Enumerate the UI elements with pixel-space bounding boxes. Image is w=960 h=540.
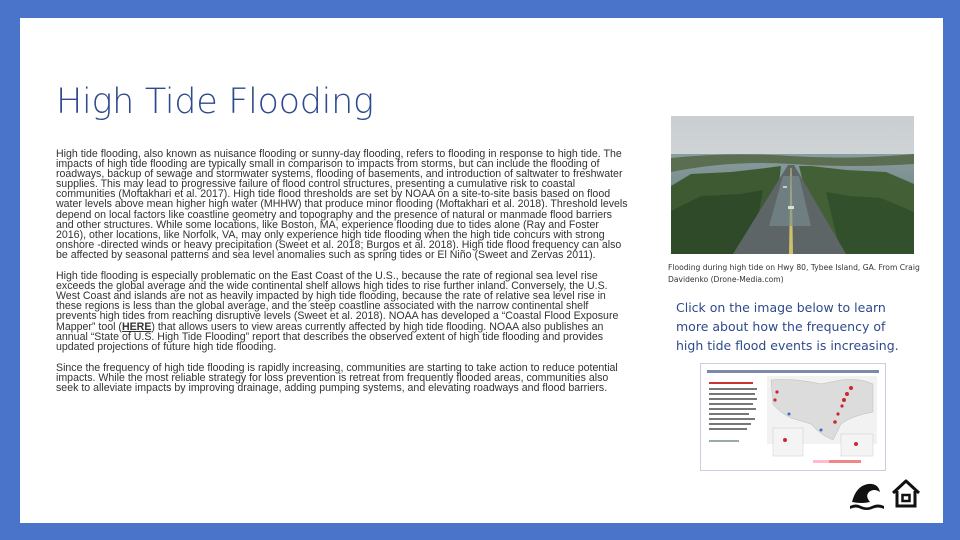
flood-photo	[671, 116, 914, 254]
here-link[interactable]: HERE	[121, 320, 152, 333]
wave-icon	[850, 476, 884, 514]
paragraph-3: Since the frequency of high tide flooding is rapidly increasing, communities are starting to take action to reduce potential impacts. While the most reliable strategy for loss prevention is retreat from frequently flooded areas, communities also seek to alleviate impacts by improving drainage, adding pumping systems, and elevating roadways and flood barriers.	[56, 361, 618, 394]
slide	[20, 18, 943, 523]
photo-caption: Flooding during high tide on Hwy 80, Tybee Island, GA. From Craig Davidenko (Drone-Media.com)	[668, 263, 920, 284]
click-prompt: Click on the image below to learn more about how the frequency of high tide flood events is increasing.	[676, 300, 899, 353]
icon-row	[850, 476, 923, 512]
high-tide-frequency-image-link[interactable]	[700, 363, 886, 471]
paragraph-2: High tide flooding is especially problematic on the East Coast of the U.S., because the rate of regional sea level rise exceeds the global average and the wide continental shelf allows high tides to rise further inland. Conversely, the U.S. West Coast and islands are not as heavily impacted by high tide flooding, because the rate of relative sea level rise in these regions is less than the global average, and the steep coastline associated with the narrow continental shelf prevents high tides from reaching disruptive levels (Sweet et al. 2018). NOAA has developed a “Coastal Flood Exposure Mapper” tool (HERE) that allows users to view areas currently affected by high tide flooding. NOAA also publishes an annual “State of U.S. High Tide Flooding” report that describes the observed extent of high tide flooding and provides updated projections of future high tide flooding.	[56, 270, 619, 353]
page-title: High Tide Flooding	[56, 82, 374, 122]
house-icon	[889, 476, 923, 514]
paragraph-1: High tide flooding, also known as nuisance flooding or sunny-day flooding, refers to flooding in response to high tide. The impacts of high tide flooding are typically small in comparison to impacts from storms, but can include the flooding of roadways, backup of sewage and stormwater systems, flooding of basements, and introduction of saltwater to freshwater supplies. This may lead to progressive failure of flood control structures, presenting a cumulative risk to coastal communities (Moftakhari et al. 2017). High tide flood thresholds are set by NOAA on a site-to-site basis based on flood water levels above mean higher high water (MHHW) that produce minor flooding (Moftakhari et al. 2018). Threshold levels depend on local factors like coastline geometry and topography and the presence of natural or manmade flood barriers and other structures. While some locations, like Boston, MA, experience flooding due to tides alone (Ray and Foster 2016), other locations, like Norfolk, VA, may only experience high tide flooding when the high tide concurs with strong onshore -directed winds or heavy precipitation (Sweet et al. 2018; Burgos et al. 2018). High tide flood frequency can also be affected by seasonal patterns and sea level anomalies such as spring tides or El Niño (Sweet and Zervas 2011).	[56, 148, 628, 261]
body-text	[56, 149, 628, 404]
